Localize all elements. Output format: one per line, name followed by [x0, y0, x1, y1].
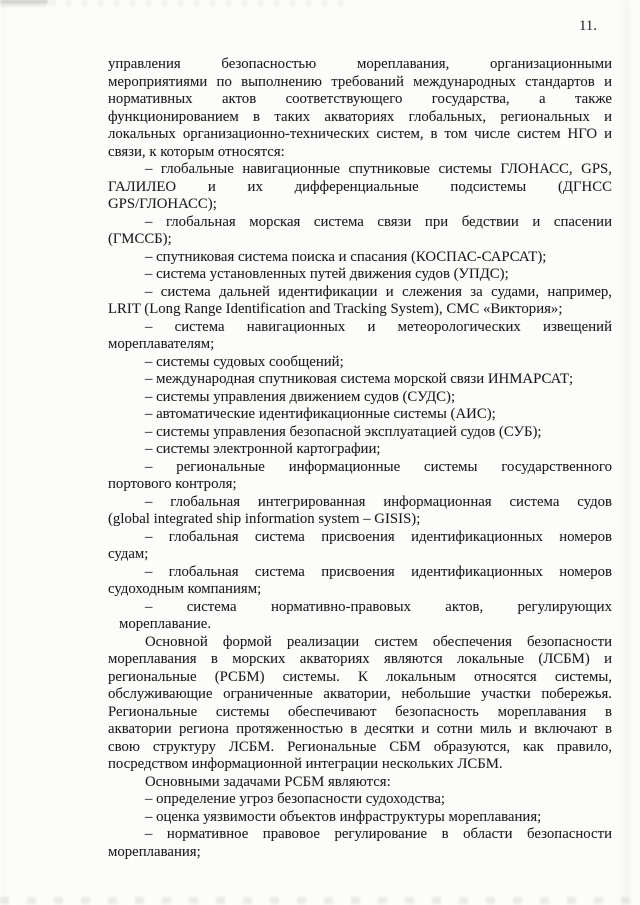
paragraph [108, 459, 612, 494]
text-line: Основными задачами РСБМ являются: [145, 773, 391, 790]
paragraph [108, 529, 612, 564]
text-line: – системы электронной картографии; [145, 441, 381, 457]
paragraph [108, 214, 612, 249]
text-line: мореплавателям; [108, 336, 215, 352]
text-line: (ГМССБ); [108, 231, 172, 247]
text-line: функционированием в таких акваториях глобальных, региональных и [108, 108, 612, 125]
text-line: – система навигационных и метеорологических извещений [145, 318, 612, 335]
text-line: – региональные информационные системы государственного [145, 458, 612, 475]
scan-artifact-left-band [2, 0, 7, 905]
paragraph [108, 284, 612, 319]
paragraph [108, 564, 612, 599]
paragraph [108, 161, 612, 214]
text-line: – глобальные навигационные спутниковые системы ГЛОНАСС, GPS, [145, 161, 612, 177]
document-body [108, 56, 612, 861]
text-line: свою структуру ЛСБМ. Региональные СБМ образуются, как правило, [108, 738, 612, 755]
text-line: нормативных актов соответствующего государства, а также [108, 91, 612, 107]
text-line: – глобальная система присвоения идентификационных номеров [145, 563, 612, 580]
paragraph [108, 809, 612, 827]
text-line: связи, к которым относятся: [108, 143, 285, 160]
scan-artifact-corner-smudge [0, 0, 48, 8]
paragraph [108, 266, 612, 284]
text-line: локальных организационно-технических систем, в том числе систем НГО и [108, 126, 612, 142]
text-line: судам; [108, 546, 149, 562]
text-line: мореплавания; [108, 843, 201, 860]
text-line: – системы управления безопасной эксплуатацией судов (СУБ); [145, 423, 542, 440]
text-line: – системы управления движением судов (СУДС); [145, 388, 456, 405]
paragraph [108, 319, 612, 354]
scan-artifact-right-band [622, 0, 631, 905]
text-line: ГАЛИЛЕО и их дифференциальные подсистемы (ДГНСС [108, 178, 612, 195]
text-line: Региональные системы обеспечивают безопасность мореплавания в [108, 703, 612, 720]
page-number: 11. [579, 18, 597, 34]
text-line: – системы судовых сообщений; [145, 353, 344, 370]
text-line: – международная спутниковая система морской связи ИНМАРСАТ; [145, 371, 574, 387]
paragraph [108, 791, 612, 809]
paragraph [108, 599, 612, 634]
text-line: обслуживающие ограниченные акватории, небольшие участки побережья. [108, 686, 612, 702]
text-line: – оценка уязвимости объектов инфраструктуры мореплавания; [145, 808, 542, 825]
text-line: мероприятиями по выполнению требований международных стандартов и [108, 73, 612, 90]
text-line: – глобальная интегрированная информационная система судов [145, 493, 612, 510]
paragraph [108, 389, 612, 407]
text-line: судоходным компаниям; [108, 581, 262, 597]
text-line: акватории региона протяженностью в десятки и сотни миль и включают в [108, 721, 612, 737]
text-line: LRIT (Long Range Identification and Tracking System), СМС «Виктория»; [108, 301, 563, 317]
text-line: посредством информационной интеграции нескольких ЛСБМ. [108, 756, 503, 772]
text-line: – автоматические идентификационные системы (АИС); [145, 406, 496, 422]
paragraph [108, 56, 612, 161]
text-line: (global integrated ship information system – GISIS); [108, 511, 421, 527]
text-line: – система дальней идентификации и слежения за судами, например, [145, 283, 612, 300]
paragraph [108, 441, 612, 459]
text-line: региональные (РСБМ) системы. К локальным относятся системы, [108, 668, 612, 685]
paragraph [108, 371, 612, 389]
text-line: – глобальная система присвоения идентификационных номеров [145, 528, 612, 545]
paragraph [108, 494, 612, 529]
paragraph [108, 774, 612, 792]
text-line: – спутниковая система поиска и спасания (КОСПАС-САРСАТ); [145, 248, 547, 265]
paragraph [108, 424, 612, 442]
text-line: – нормативное правовое регулирование в области безопасности [145, 826, 612, 842]
scan-artifact-bottom-speckles [0, 897, 640, 904]
scan-artifact-top-speckles [50, 0, 350, 6]
text-line: GPS/ГЛОНАСС); [108, 196, 217, 212]
text-line: – определение угроз безопасности судоходства; [145, 791, 446, 807]
text-line: Основной формой реализации систем обеспечения безопасности [145, 633, 612, 650]
text-line: мореплавание. [119, 616, 212, 632]
text-line: – глобальная морская система связи при бедствии и спасении [145, 213, 612, 230]
text-line: – система установленных путей движения судов (УПДС); [145, 266, 509, 282]
paragraph [108, 826, 612, 861]
text-line: мореплавания в морских акваториях являются локальные (ЛСБМ) и [108, 651, 612, 667]
paragraph [108, 354, 612, 372]
paragraph [108, 406, 612, 424]
text-line: портового контроля; [108, 476, 237, 492]
text-line: управления безопасностью мореплавания, организационными [108, 56, 612, 72]
paragraph [108, 634, 612, 774]
text-line: – система нормативно-правовых актов, регулирующих [145, 598, 612, 615]
paragraph [108, 249, 612, 267]
